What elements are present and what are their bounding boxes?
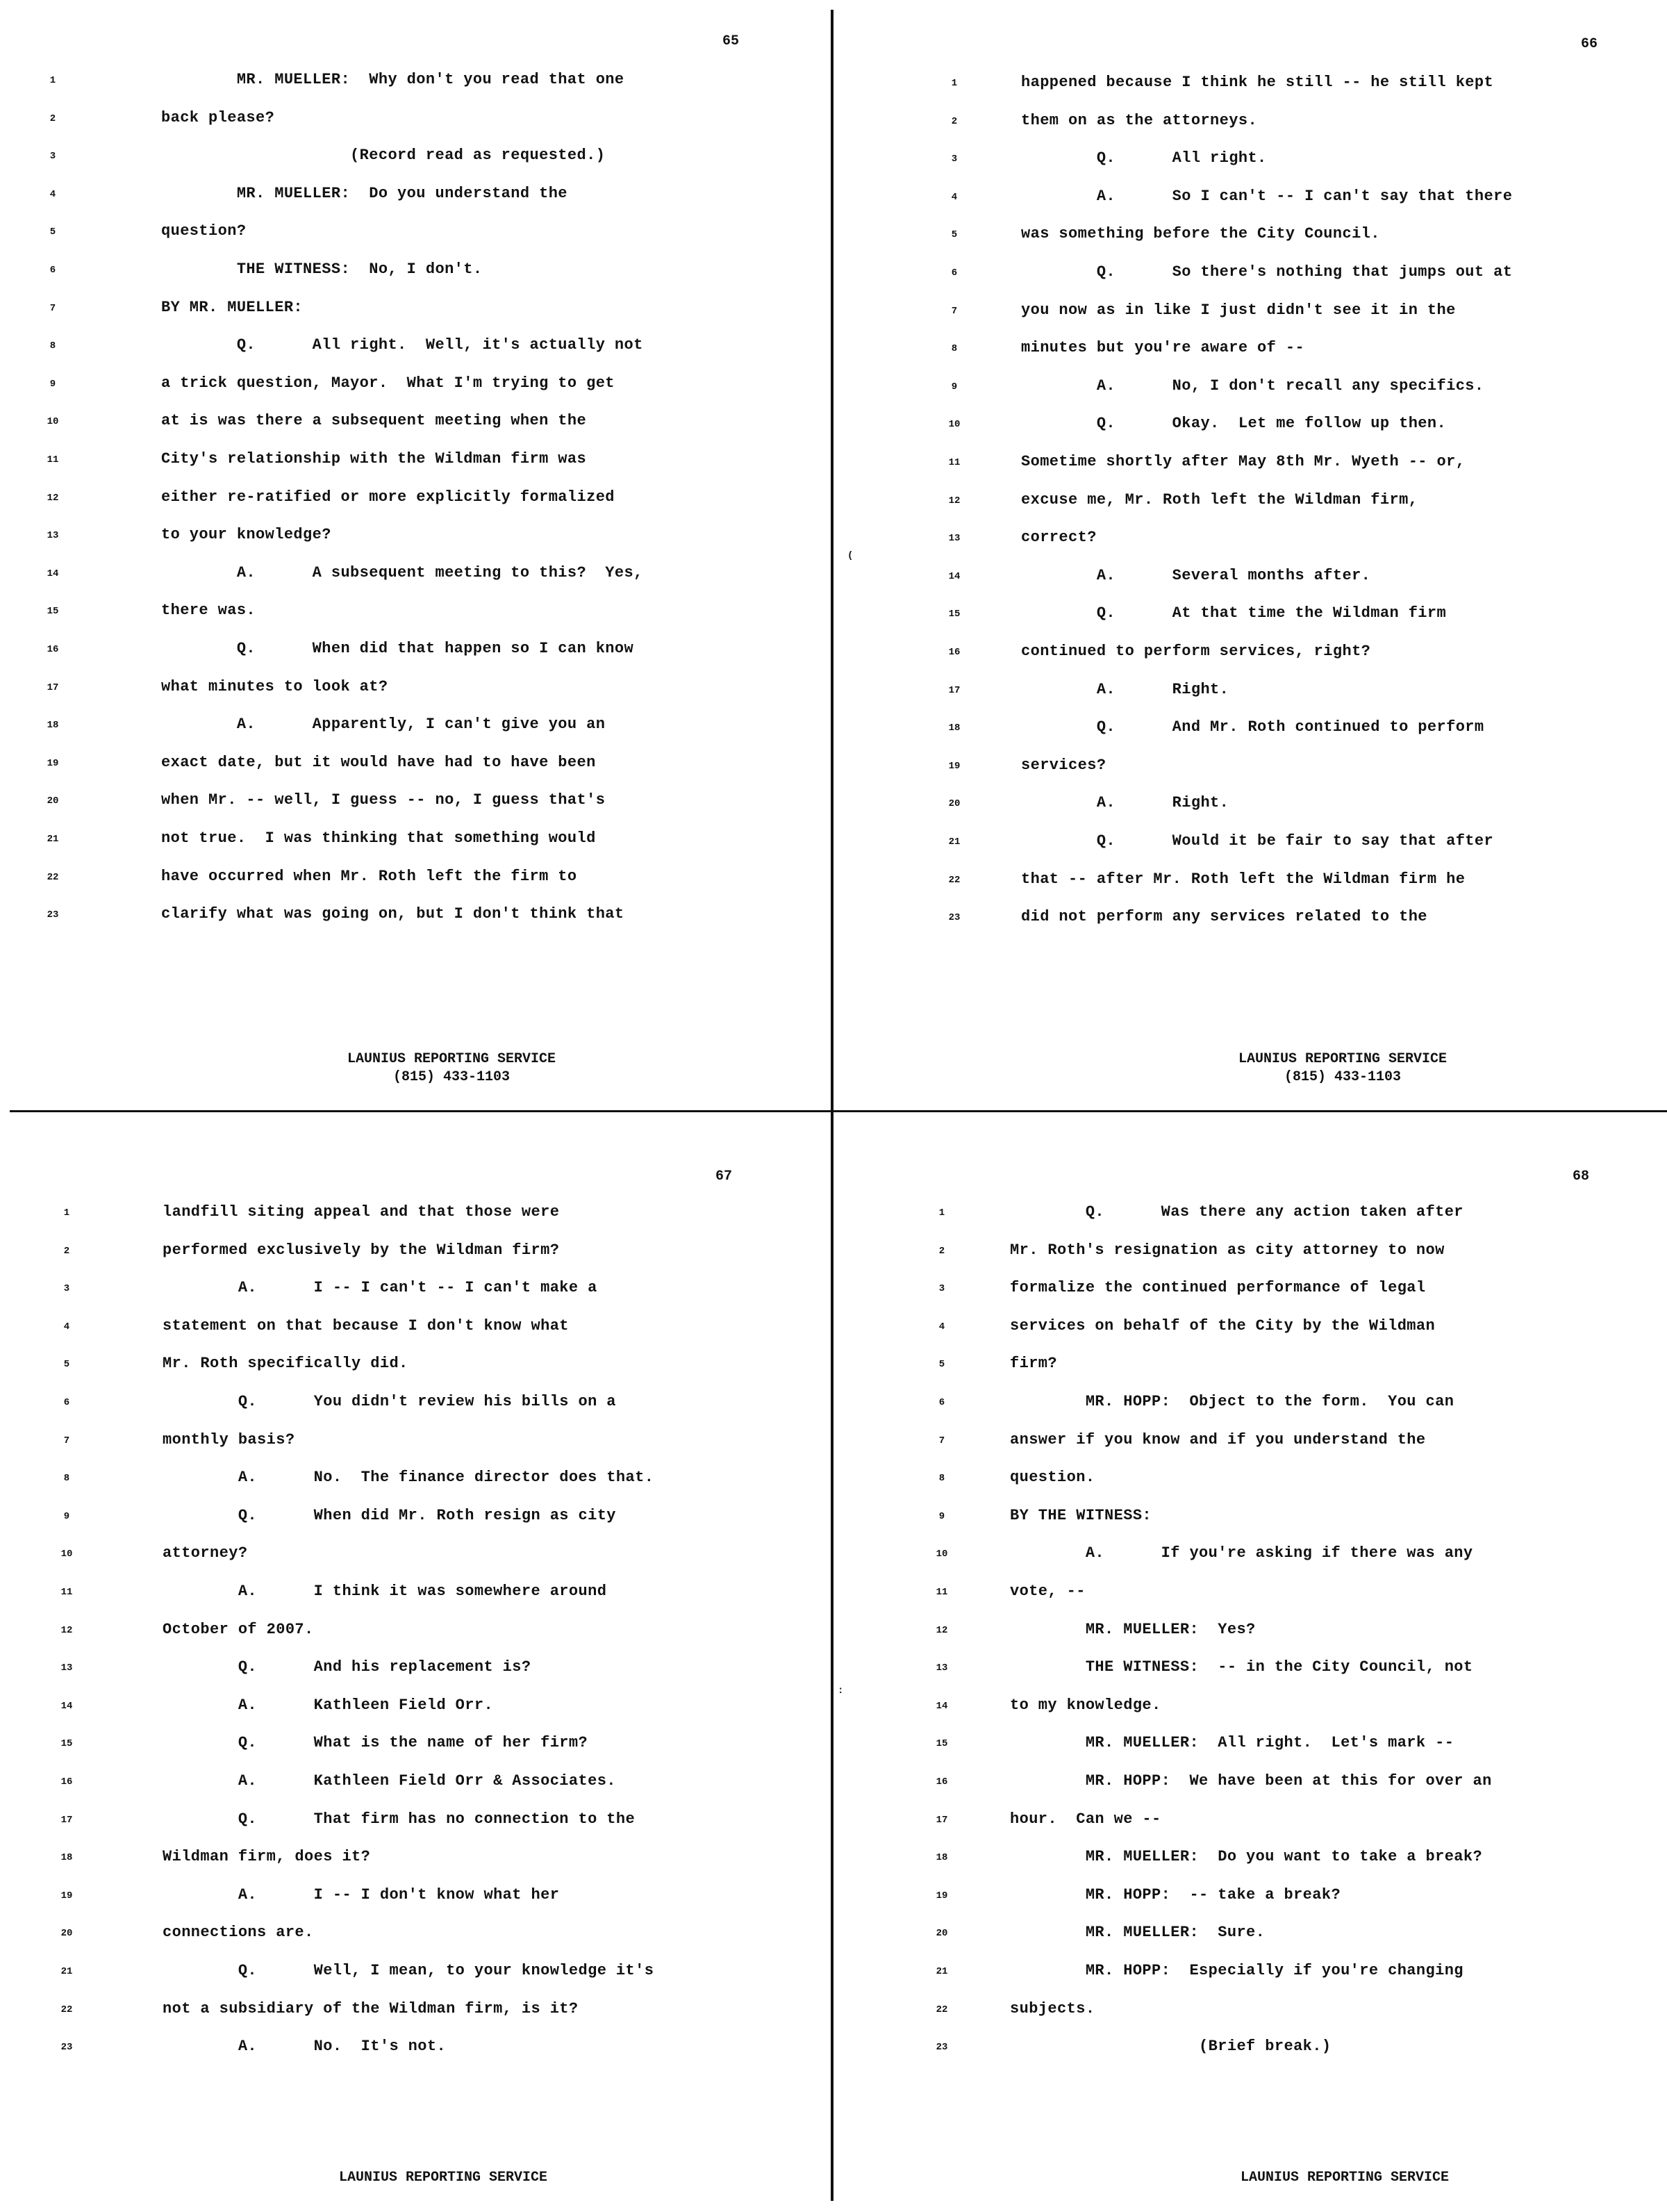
line-text: to my knowledge.: [1010, 1696, 1161, 1714]
line-text: not a subsidiary of the Wildman firm, is it?: [163, 1999, 579, 2017]
transcript-line: [0, 824, 834, 861]
transcript-line: [0, 2032, 834, 2070]
line-text: MR. MUELLER: Yes?: [1010, 1620, 1256, 1638]
reporter-footer: [0, 1050, 903, 1087]
line-text: MR. HOPP: We have been at this for over an: [1010, 1772, 1492, 1790]
transcript-line: [834, 1426, 1667, 1463]
line-text: that -- after Mr. Roth left the Wildman firm he: [1021, 870, 1466, 888]
transcript-line: [0, 255, 834, 292]
transcript-line: [0, 1881, 834, 1918]
line-number: 15: [47, 606, 59, 618]
line-number: 13: [47, 530, 59, 542]
line-number: 4: [951, 191, 958, 203]
transcript-line: [0, 520, 834, 558]
transcript-line: [834, 296, 1667, 333]
transcript-line: [0, 217, 834, 254]
transcript-line: [834, 144, 1667, 181]
line-number: 4: [938, 1321, 945, 1332]
line-text: was something before the City Council.: [1021, 225, 1380, 243]
transcript-line: [0, 1615, 834, 1653]
line-number: 5: [63, 1359, 70, 1371]
transcript-line: [834, 1539, 1667, 1576]
transcript-line: [0, 1198, 834, 1235]
line-text: Q. All right.: [1021, 149, 1267, 167]
line-number: 9: [938, 1510, 945, 1522]
line-text: THE WITNESS: No, I don't.: [161, 261, 483, 278]
line-text: vote, --: [1010, 1583, 1086, 1600]
transcript-line: [0, 1805, 834, 1842]
footer-service-name: LAUNIUS REPORTING SERVICE: [338, 2170, 548, 2186]
transcript-line: [0, 483, 834, 520]
line-number: 18: [936, 1852, 948, 1864]
line-number: 16: [936, 1776, 948, 1788]
line-text: Mr. Roth's resignation as city attorney to now: [1010, 1241, 1445, 1259]
transcript-line: [0, 1691, 834, 1728]
line-text: City's relationship with the Wildman firm was: [161, 450, 587, 468]
line-text: Wildman firm, does it?: [163, 1848, 371, 1866]
transcript-line: [834, 1236, 1667, 1273]
line-number: 7: [49, 302, 56, 314]
transcript-line: [0, 1653, 834, 1690]
line-text: statement on that because I don't know what: [163, 1317, 569, 1335]
transcript-line: [834, 1728, 1667, 1766]
transcript-line: [0, 406, 834, 444]
line-text: (Record read as requested.): [161, 147, 606, 165]
reporter-footer: [0, 2169, 886, 2187]
line-number: 18: [47, 720, 59, 732]
line-number: 22: [60, 2004, 73, 2015]
transcript-line: [0, 445, 834, 482]
line-number: 21: [47, 834, 59, 845]
line-number: 10: [936, 1549, 948, 1560]
line-number: 20: [948, 798, 961, 810]
line-number: 14: [948, 570, 961, 582]
footer-service-name: LAUNIUS REPORTING SERVICE: [347, 1051, 556, 1067]
transcript-line: [834, 1273, 1667, 1311]
line-number: 7: [951, 305, 958, 317]
line-text: Q. And his replacement is?: [163, 1658, 531, 1676]
line-text: MR. HOPP: Object to the form. You can: [1010, 1393, 1454, 1410]
transcript-page-67: [0, 1112, 834, 2212]
transcript-line: [834, 1501, 1667, 1539]
transcript-line: [0, 710, 834, 748]
transcript-line: [0, 1842, 834, 1880]
page-number: 67: [715, 1169, 733, 1185]
line-text: A. Kathleen Field Orr & Associates.: [163, 1772, 616, 1790]
line-number: 11: [948, 457, 961, 468]
line-number: 17: [47, 682, 59, 693]
reporter-footer: [834, 1050, 1667, 1087]
line-number: 17: [936, 1814, 948, 1826]
line-number: 4: [63, 1321, 70, 1332]
transcript-line: [834, 409, 1667, 447]
line-text: Q. You didn't review his bills on a: [163, 1393, 616, 1410]
transcript-line: [834, 865, 1667, 902]
line-number: 1: [951, 78, 958, 89]
line-number: 16: [60, 1776, 73, 1788]
line-text: you now as in like I just didn't see it in the: [1021, 301, 1456, 319]
line-number: 23: [936, 2042, 948, 2054]
line-number: 23: [47, 909, 59, 921]
transcript-line: [834, 1577, 1667, 1615]
line-number: 1: [63, 1207, 70, 1219]
line-text: MR. MUELLER: Do you want to take a break?: [1010, 1848, 1483, 1866]
transcript-line: [834, 1198, 1667, 1235]
transcript-page-65: [0, 0, 834, 1100]
line-text: Q. And Mr. Roth continued to perform: [1021, 718, 1484, 736]
line-number: 20: [60, 1928, 73, 1940]
transcript-line: [0, 1501, 834, 1539]
line-number: 22: [47, 871, 59, 883]
line-text: A. Apparently, I can't give you an: [161, 716, 606, 734]
line-text: there was.: [161, 602, 256, 620]
line-text: continued to perform services, right?: [1021, 643, 1371, 660]
transcript-line: [834, 486, 1667, 523]
transcript-line: [834, 1463, 1667, 1501]
transcript-line: [0, 65, 834, 103]
line-text: attorney?: [163, 1544, 248, 1562]
line-text: A. Right.: [1021, 794, 1229, 812]
line-number: 14: [60, 1700, 73, 1712]
line-text: not true. I was thinking that something would: [161, 830, 596, 847]
line-number: 22: [948, 874, 961, 886]
transcript-line: [834, 827, 1667, 864]
line-text: Q. Would it be fair to say that after: [1021, 832, 1494, 850]
line-text: Mr. Roth specifically did.: [163, 1355, 408, 1373]
transcript-line: [834, 713, 1667, 750]
line-text: clarify what was going on, but I don't think that: [161, 905, 624, 923]
line-number: 14: [47, 568, 59, 579]
line-number: 18: [60, 1852, 73, 1864]
line-number: 2: [49, 113, 56, 124]
line-text: Q. What is the name of her firm?: [163, 1734, 588, 1752]
transcript-line: [0, 1349, 834, 1387]
transcript-line: [0, 104, 834, 141]
line-text: answer if you know and if you understand the: [1010, 1430, 1426, 1448]
line-number: 20: [936, 1928, 948, 1940]
transcript-line: [0, 1426, 834, 1463]
line-text: performed exclusively by the Wildman firm?: [163, 1241, 560, 1259]
transcript-line: [834, 523, 1667, 561]
line-number: 15: [936, 1738, 948, 1750]
line-text: BY THE WITNESS:: [1010, 1506, 1152, 1524]
line-number: 3: [951, 154, 958, 165]
line-number: 5: [49, 226, 56, 238]
line-number: 20: [47, 795, 59, 807]
line-number: 16: [47, 644, 59, 655]
transcript-line: [834, 1881, 1667, 1918]
line-number: 1: [938, 1207, 945, 1219]
footer-phone: (815) 433-1103: [392, 1069, 511, 1085]
line-text: happened because I think he still -- he still kept: [1021, 74, 1494, 91]
transcript-line: [0, 1728, 834, 1766]
transcript-line: [0, 1539, 834, 1576]
transcript-line: [834, 1387, 1667, 1425]
line-text: A. If you're asking if there was any: [1010, 1544, 1473, 1562]
line-text: at is was there a subsequent meeting when the: [161, 412, 587, 430]
line-text: Q. At that time the Wildman firm: [1021, 604, 1447, 622]
line-text: MR. MUELLER: All right. Let's mark --: [1010, 1734, 1454, 1752]
transcript-line: [0, 786, 834, 823]
transcript-line: [0, 331, 834, 368]
line-text: A. Right.: [1021, 680, 1229, 698]
line-number: 12: [60, 1624, 73, 1636]
line-number: 6: [951, 267, 958, 279]
transcript-line: [0, 1273, 834, 1311]
line-number: 9: [951, 381, 958, 393]
line-number: 11: [60, 1587, 73, 1598]
line-number: 19: [936, 1890, 948, 1901]
transcript-line: [834, 182, 1667, 220]
line-text: A. Several months after.: [1021, 566, 1371, 584]
line-text: MR. HOPP: Especially if you're changing: [1010, 1962, 1463, 1979]
line-text: firm?: [1010, 1355, 1058, 1373]
line-text: question.: [1010, 1469, 1095, 1487]
transcript-line: [834, 789, 1667, 826]
line-text: MR. MUELLER: Why don't you read that one: [161, 71, 624, 88]
line-text: Q. When did Mr. Roth resign as city: [163, 1506, 616, 1524]
line-text: what minutes to look at?: [161, 677, 388, 695]
line-text: A. I -- I can't -- I can't make a: [163, 1279, 597, 1297]
line-number: 10: [60, 1549, 73, 1560]
line-number: 7: [938, 1435, 945, 1446]
line-number: 21: [936, 1966, 948, 1977]
transcript-line: [834, 1653, 1667, 1690]
line-text: A. No, I don't recall any specifics.: [1021, 377, 1484, 395]
transcript-line: [834, 258, 1667, 295]
line-number: 9: [49, 378, 56, 390]
line-text: question?: [161, 222, 247, 240]
line-text: Sometime shortly after May 8th Mr. Wyeth -- or,: [1021, 453, 1466, 470]
line-text: connections are.: [163, 1924, 314, 1942]
transcript-line: [0, 1767, 834, 1804]
line-number: 21: [60, 1966, 73, 1977]
transcript-line: [834, 1615, 1667, 1653]
line-text: MR. MUELLER: Do you understand the: [161, 184, 567, 202]
footer-service-name: LAUNIUS REPORTING SERVICE: [1240, 2170, 1450, 2186]
line-number: 3: [63, 1283, 70, 1295]
transcript-line: [0, 369, 834, 406]
transcript-line: [0, 293, 834, 331]
line-text: hour. Can we --: [1010, 1810, 1161, 1828]
line-number: 15: [948, 609, 961, 620]
line-number: 12: [47, 492, 59, 504]
transcript-line: [834, 1691, 1667, 1728]
transcript-line: [834, 372, 1667, 409]
transcript-line: [834, 1956, 1667, 1994]
line-text: A. Kathleen Field Orr.: [163, 1696, 494, 1714]
transcript-line: [0, 1577, 834, 1615]
line-number: 6: [938, 1397, 945, 1408]
transcript-line: [0, 1463, 834, 1501]
line-text: MR. HOPP: -- take a break?: [1010, 1885, 1341, 1904]
line-number: 23: [60, 2042, 73, 2054]
transcript-line: [0, 862, 834, 900]
line-text: a trick question, Mayor. What I'm trying to get: [161, 374, 615, 392]
transcript-line: [834, 561, 1667, 599]
line-number: 21: [948, 836, 961, 848]
line-number: 13: [60, 1662, 73, 1674]
transcript-line: [0, 596, 834, 634]
line-text: Q. Well, I mean, to your knowledge it's: [163, 1962, 654, 1979]
transcript-line: [834, 1842, 1667, 1880]
transcript-line: [0, 1918, 834, 1956]
line-text: monthly basis?: [163, 1430, 295, 1448]
transcript-page-68: [834, 1112, 1667, 2212]
line-number: 9: [63, 1510, 70, 1522]
line-number: 2: [63, 1245, 70, 1257]
margin-mark: :: [838, 1685, 844, 1697]
transcript-line: [834, 902, 1667, 940]
line-number: 19: [47, 757, 59, 769]
line-number: 4: [49, 188, 56, 200]
line-number: 2: [951, 115, 958, 127]
page-number: 66: [1581, 36, 1598, 52]
line-number: 12: [948, 495, 961, 506]
line-text: A. I -- I don't know what her: [163, 1885, 560, 1904]
line-text: them on as the attorneys.: [1021, 111, 1258, 129]
line-text: A. So I can't -- I can't say that there: [1021, 187, 1513, 205]
line-text: services?: [1021, 756, 1106, 774]
line-number: 3: [938, 1283, 945, 1295]
line-text: A. A subsequent meeting to this? Yes,: [161, 563, 643, 581]
line-number: 3: [49, 151, 56, 163]
footer-service-name: LAUNIUS REPORTING SERVICE: [1238, 1051, 1448, 1067]
transcript-line: [0, 634, 834, 672]
transcript-line: [834, 751, 1667, 789]
line-number: 17: [60, 1814, 73, 1826]
line-text: formalize the continued performance of legal: [1010, 1279, 1426, 1297]
line-number: 10: [948, 419, 961, 431]
transcript-line: [834, 675, 1667, 713]
line-text: back please?: [161, 108, 275, 126]
transcript-line: [834, 599, 1667, 636]
line-text: A. No. The finance director does that.: [163, 1469, 654, 1487]
transcript-line: [834, 68, 1667, 106]
transcript-line: [0, 748, 834, 786]
line-text: THE WITNESS: -- in the City Council, not: [1010, 1658, 1473, 1676]
line-number: 15: [60, 1738, 73, 1750]
line-number: 8: [951, 343, 958, 355]
transcript-line: [834, 333, 1667, 371]
transcript-line: [834, 1805, 1667, 1842]
transcript-page-66: [834, 0, 1667, 1100]
line-text: to your knowledge?: [161, 526, 331, 544]
line-number: 6: [63, 1397, 70, 1408]
line-text: October of 2007.: [163, 1620, 314, 1638]
margin-mark: (: [847, 550, 854, 561]
transcript-line: [0, 141, 834, 179]
line-text: Q. All right. Well, it's actually not: [161, 336, 643, 354]
line-text: MR. MUELLER: Sure.: [1010, 1924, 1266, 1942]
line-text: Q. Okay. Let me follow up then.: [1021, 415, 1447, 433]
line-number: 14: [936, 1700, 948, 1712]
transcript-line: [0, 179, 834, 217]
page-number: 68: [1573, 1169, 1590, 1185]
line-number: 10: [47, 416, 59, 428]
line-number: 18: [948, 723, 961, 734]
transcript-line: [0, 1236, 834, 1273]
line-number: 1: [49, 75, 56, 86]
transcript-line: [0, 559, 834, 596]
transcript-line: [0, 672, 834, 710]
line-text: did not perform any services related to the: [1021, 908, 1427, 926]
line-text: either re-ratified or more explicitly formalized: [161, 488, 615, 506]
line-number: 11: [47, 454, 59, 465]
line-number: 12: [936, 1624, 948, 1636]
line-number: 22: [936, 2004, 948, 2015]
page-number: 65: [722, 33, 740, 49]
line-text: BY MR. MUELLER:: [161, 298, 304, 316]
transcript-line: [834, 106, 1667, 144]
transcript-line: [834, 220, 1667, 257]
line-text: Q. That firm has no connection to the: [163, 1810, 636, 1828]
line-text: A. No. It's not.: [163, 2038, 447, 2056]
transcript-line: [0, 1995, 834, 2032]
transcript-line: [0, 900, 834, 937]
footer-phone: (815) 433-1103: [1284, 1069, 1402, 1085]
transcript-line: [834, 1767, 1667, 1804]
line-number: 8: [49, 340, 56, 352]
transcript-line: [834, 1995, 1667, 2032]
line-text: minutes but you're aware of --: [1021, 339, 1305, 357]
transcript-line: [0, 1312, 834, 1349]
line-number: 16: [948, 647, 961, 658]
line-text: have occurred when Mr. Roth left the firm to: [161, 867, 577, 885]
reporter-footer: [834, 2169, 1667, 2187]
line-text: correct?: [1021, 529, 1097, 547]
line-number: 19: [60, 1890, 73, 1901]
line-text: when Mr. -- well, I guess -- no, I guess that's: [161, 791, 606, 809]
line-number: 5: [938, 1359, 945, 1371]
transcript-line: [0, 1956, 834, 1994]
line-number: 8: [938, 1473, 945, 1485]
line-text: services on behalf of the City by the Wildman: [1010, 1317, 1436, 1335]
line-text: landfill siting appeal and that those were: [163, 1203, 560, 1221]
line-text: A. I think it was somewhere around: [163, 1583, 607, 1600]
line-number: 8: [63, 1473, 70, 1485]
line-number: 23: [948, 912, 961, 924]
line-text: Q. When did that happen so I can know: [161, 640, 634, 657]
line-text: Q. Was there any action taken after: [1010, 1203, 1463, 1221]
transcript-line: [834, 637, 1667, 675]
line-text: Q. So there's nothing that jumps out at: [1021, 263, 1513, 281]
transcript-line: [834, 1312, 1667, 1349]
line-number: 5: [951, 229, 958, 241]
line-number: 11: [936, 1587, 948, 1598]
line-number: 7: [63, 1435, 70, 1446]
line-number: 17: [948, 684, 961, 696]
line-number: 19: [948, 760, 961, 772]
line-text: subjects.: [1010, 1999, 1095, 2017]
line-text: exact date, but it would have had to have been: [161, 753, 596, 771]
transcript-line: [0, 1387, 834, 1425]
line-number: 13: [948, 533, 961, 545]
transcript-line: [834, 447, 1667, 485]
line-number: 6: [49, 265, 56, 276]
transcript-line: [834, 2032, 1667, 2070]
line-number: 2: [938, 1245, 945, 1257]
line-number: 13: [936, 1662, 948, 1674]
line-text: (Brief break.): [1010, 2038, 1332, 2056]
line-text: excuse me, Mr. Roth left the Wildman firm,: [1021, 490, 1418, 509]
transcript-line: [834, 1918, 1667, 1956]
transcript-line: [834, 1349, 1667, 1387]
